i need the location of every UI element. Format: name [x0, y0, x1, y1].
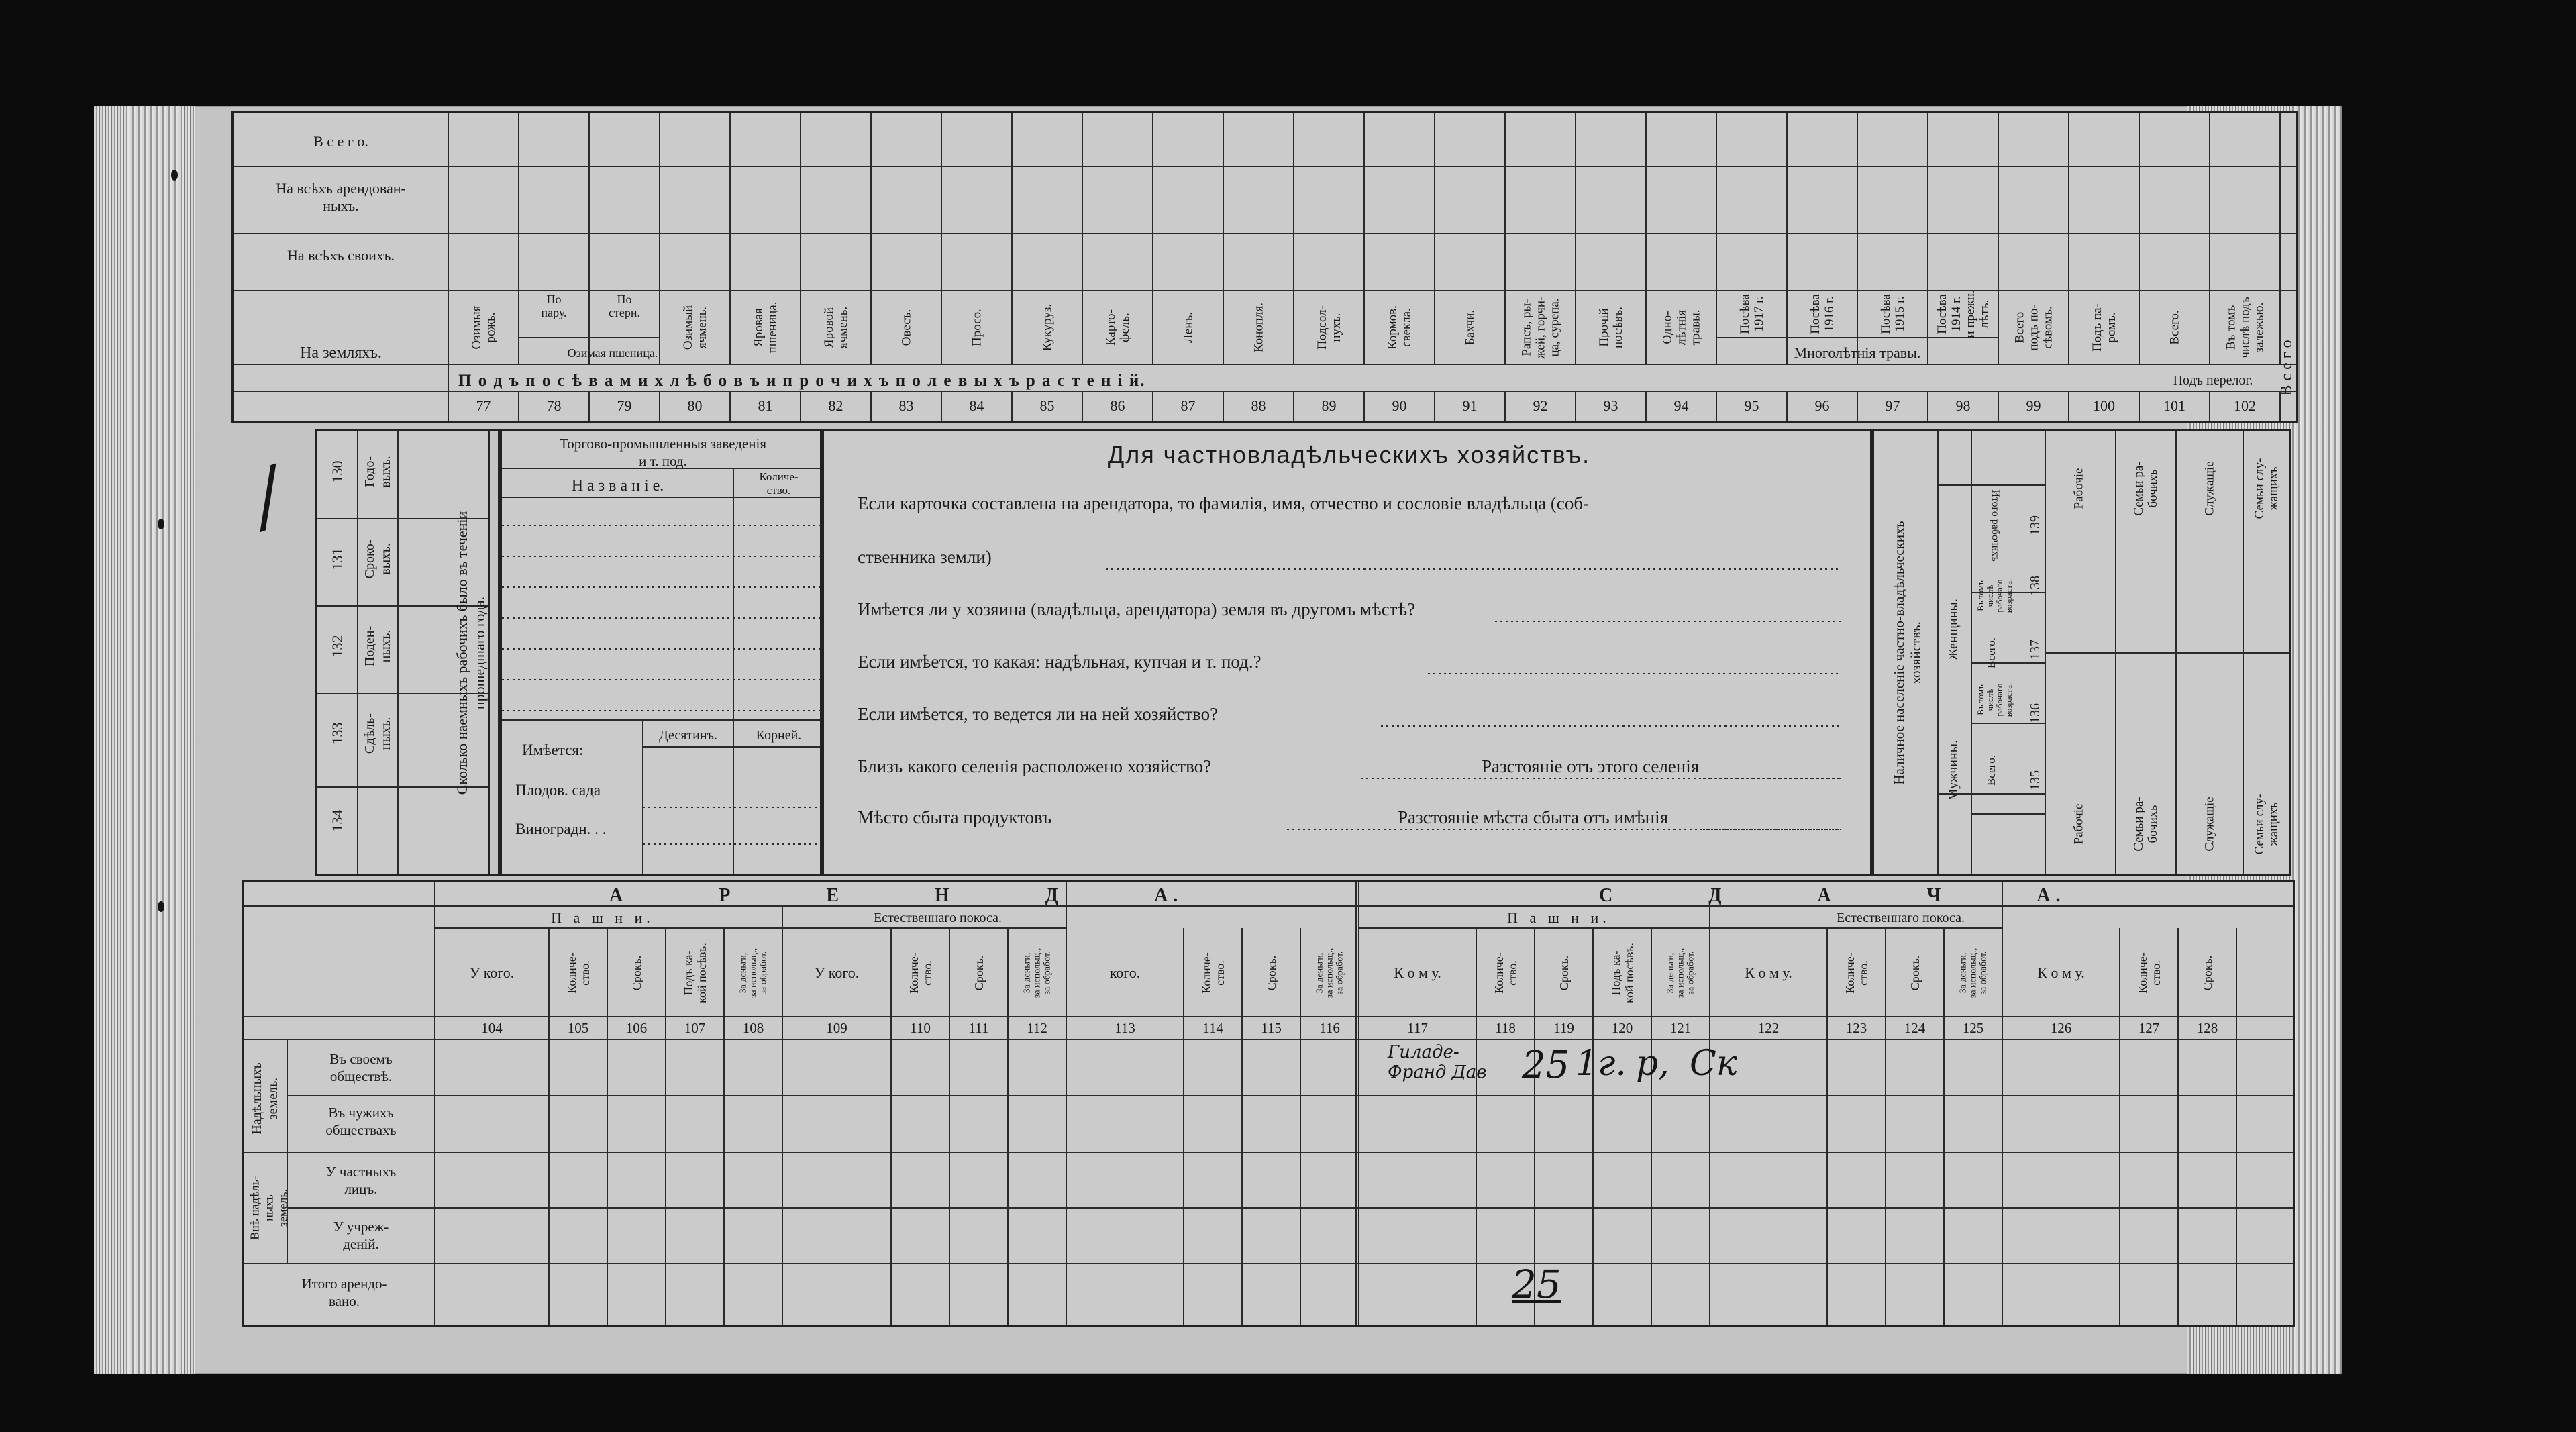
rent-column-number: 106: [625, 1020, 648, 1036]
punch-hole: [158, 901, 164, 912]
rent-column-label: Подъ ка- кой посѣвъ.: [1608, 943, 1636, 1003]
rent-column-label: кого.: [1109, 964, 1141, 981]
crop-column-label: Просо.: [970, 309, 984, 346]
row-private-persons: У частныхъ лицъ.: [325, 1164, 397, 1197]
crop-column-label: Рапсъ, ры- жей, горчи- ца, сурепа.: [1519, 296, 1561, 359]
crop-column-number: 101: [2163, 397, 2185, 414]
perennial-grass-label: Многолѣтнiя травы.: [1794, 344, 1921, 361]
crop-column-label: Бахчи.: [1463, 309, 1477, 346]
total-workers-label: Итого рабочихъ: [1990, 489, 2001, 562]
population-right-label-top: Служащiе: [2202, 461, 2217, 516]
population-right-label-top: Семьи слу- жащихъ: [2253, 458, 2281, 519]
question-farming: Если имѣется, то ведется ли на ней хозяйство?: [858, 704, 1219, 724]
crop-column-label: Овесъ.: [899, 309, 913, 346]
crop-column-label: Одно- лѣтнiя травы.: [1660, 309, 1702, 346]
rent-column-number: 104: [481, 1020, 503, 1036]
rent-column-number: 114: [1202, 1020, 1223, 1036]
handwritten-tick: /: [242, 451, 293, 541]
men-working-label: Въ томъ числѣ рабочаго возраста.: [1975, 682, 2014, 717]
crop-column-number: 93: [1603, 397, 1618, 414]
paper-edge-left: [94, 106, 195, 1374]
sdacha-header: С Д А Ч А.: [1599, 885, 2066, 906]
non-allotment-group: Внѣ надѣль- ныхъ земель.: [248, 1176, 290, 1240]
crop-column-number: 96: [1814, 397, 1830, 414]
workers-column-number: 134: [329, 809, 346, 832]
crop-column-number: 102: [2234, 397, 2256, 414]
workers-column-label: Годо- выхъ.: [362, 456, 393, 488]
rent-column-label: Срокъ.: [2200, 955, 2214, 991]
vineyard-label: Виноградн. . .: [515, 821, 607, 837]
rent-column-number: 123: [1845, 1020, 1867, 1036]
rent-column-label: За деньги, за испольщ., за обработ.: [1958, 948, 1988, 999]
handwritten-term: 1г.: [1576, 1043, 1627, 1084]
crop-column-number: 78: [546, 397, 562, 414]
arenda-pashni: П а ш н и.: [551, 909, 654, 926]
crop-column-number: 99: [2026, 397, 2041, 414]
rent-column-number: 111: [968, 1020, 989, 1036]
crop-column-number: 79: [617, 397, 632, 414]
crop-column-number: 94: [1673, 397, 1689, 414]
rent-column-number: 122: [1757, 1020, 1780, 1036]
crop-column-number: 90: [1392, 397, 1407, 414]
arenda-pokos: Естественнаго покоса.: [874, 911, 1002, 925]
rent-column-label: За деньги, за испольщ., за обработ.: [1315, 948, 1345, 999]
crop-column-label: Всего подъ по- сѣвомъ.: [2012, 304, 2055, 351]
population-right-label-bottom: Семьи ра- бочихъ: [2132, 797, 2160, 852]
crop-column-label: Посѣва 1914 г. и прежн. лѣтъ.: [1935, 290, 1992, 338]
allotment-group: Надѣльныхъ земель.: [250, 1062, 280, 1135]
crop-column-number: 89: [1321, 397, 1337, 414]
crop-column-label: Всего.: [2167, 310, 2181, 345]
rent-and-lease-table: [242, 880, 2295, 1327]
crop-column-label: Яровой ячмень.: [821, 306, 850, 349]
rent-column-number: 118: [1495, 1020, 1516, 1036]
crop-column-label: Кормов. свекла.: [1385, 305, 1414, 350]
population-caption: Наличное населенiе частно-владѣльческихъ хозяйствъ.: [1891, 521, 1924, 785]
rent-column-label: Количе- ство.: [2135, 952, 2163, 994]
men-total-label: Всего.: [1985, 755, 1998, 786]
private-title: Для частновладѣльческихъ хозяйствъ.: [1107, 441, 1591, 468]
men-label: Мужчины.: [1946, 739, 1961, 801]
rent-column-number: 112: [1027, 1020, 1047, 1036]
crop-column-number: 98: [1955, 397, 1971, 414]
rent-column-number: 107: [684, 1020, 706, 1036]
workers-column-label: Сроко- выхъ.: [362, 539, 393, 579]
crop-column-number: 91: [1462, 397, 1478, 414]
rent-column-label: Срокъ.: [1264, 955, 1278, 991]
population-right-label-bottom: Рабочiе: [2071, 803, 2086, 845]
rent-column-number: 116: [1319, 1020, 1340, 1036]
crop-column-label: Посѣва 1915 г.: [1878, 294, 1907, 334]
rent-column-label: За деньги, за испольщ., за обработ.: [738, 948, 768, 999]
crop-column-number: 95: [1744, 397, 1759, 414]
rent-column-label: Срокъ.: [629, 955, 643, 991]
crop-column-label: Ленъ.: [1181, 312, 1195, 343]
row-label-lands: На земляхъ.: [300, 344, 382, 362]
workers-column-number: 131: [329, 548, 346, 570]
crop-column-number: 81: [758, 397, 773, 414]
crop-column-label: Прочiй посѣвъ.: [1596, 307, 1625, 348]
row-institutions: У учреж- денiй.: [333, 1219, 389, 1252]
crop-column-label: По стерн.: [609, 293, 640, 319]
row-label-own: На всѣхъ своихъ.: [287, 247, 395, 264]
population-right-label-top: Семьи ра- бочихъ: [2132, 461, 2160, 516]
crop-column-label: Подсол- нухъ.: [1315, 305, 1343, 350]
question-market: Мѣсто сбыта продуктовъ: [858, 807, 1052, 827]
rent-column-number: 124: [1904, 1020, 1926, 1036]
rent-column-number: 105: [567, 1020, 589, 1036]
rent-column-label: Количе- ство.: [907, 952, 934, 994]
crop-column-number: 92: [1533, 397, 1548, 414]
trade-establishments: [500, 429, 822, 876]
row-other-communities: Въ чужихъ обществахъ: [325, 1105, 397, 1138]
has-label: Имѣется:: [522, 741, 584, 758]
rent-column-label: Срокъ.: [972, 955, 986, 991]
row-total-rented: Итого арендо- вано.: [301, 1276, 387, 1309]
population-column-number: 139: [2028, 515, 2043, 535]
question-land-type: Если имѣется, то какая: надѣльная, купчая и т. под.?: [858, 652, 1261, 672]
rent-column-number: 121: [1669, 1020, 1692, 1036]
rent-column-number: 110: [910, 1020, 931, 1036]
sdacha-pashni: П а ш н и.: [1507, 909, 1610, 926]
row-label-total: В с е г о.: [313, 133, 368, 150]
crop-column-label: Подъ па- ромъ.: [2090, 303, 2118, 352]
orchard-label: Плодов. сада: [515, 782, 601, 799]
winter-wheat-label: Озимая пшеница.: [567, 346, 658, 360]
crop-column-number: 97: [1885, 397, 1900, 414]
crop-column-label: Посѣва 1917 г.: [1737, 294, 1766, 334]
rent-column-label: Срокъ.: [1557, 955, 1571, 991]
rent-column-number: 127: [2138, 1020, 2160, 1036]
crop-column-number: 83: [898, 397, 914, 414]
question-owner: Если карточка составлена на арендатора, то фамилiя, имя, отчество и сословiе владѣльца (соб-: [858, 493, 1590, 513]
crop-column-number: 80: [687, 397, 703, 414]
handwritten-quantity: 25: [1522, 1043, 1570, 1087]
crop-column-label: Яровая пшеница.: [751, 301, 780, 354]
workers-column-label: Поден- ныхъ.: [362, 625, 393, 667]
desyatin-header: Десятинъ.: [659, 728, 717, 743]
question-owner-cont: ственника земли): [858, 547, 992, 567]
workers-column-number: 132: [329, 635, 346, 658]
rent-column-label: Количе- ство.: [1492, 952, 1519, 994]
row-own-community: Въ своемъ обществѣ.: [329, 1051, 393, 1084]
rent-column-label: К о м у.: [2037, 964, 2085, 981]
population-column-number: 136: [2028, 703, 2043, 723]
crop-column-number: 77: [476, 397, 491, 414]
question-market-distance: Разстоянiе мѣста сбыта отъ имѣнiя: [1398, 807, 1669, 827]
crop-column-number: 88: [1251, 397, 1266, 414]
handwritten-total: 25: [1512, 1262, 1561, 1307]
workers-column-label: Сдѣль- ныхъ.: [362, 713, 393, 754]
population-right-label-bottom: Служащiе: [2202, 797, 2217, 852]
question-other-land: Имѣется ли у хозяина (владѣльца, арендатора) земля въ другомъ мѣстѣ?: [858, 599, 1416, 619]
sdacha-pokos: Естественнаго покоса.: [1837, 911, 1965, 925]
crop-column-label: Карто- фель.: [1103, 309, 1132, 346]
crop-area-table: [231, 111, 2298, 423]
handwritten-crop: р,: [1636, 1043, 1669, 1084]
vsego-vertical: В с е г о: [2278, 340, 2296, 396]
crop-column-number: 87: [1180, 397, 1196, 414]
rent-column-number: 119: [1553, 1020, 1574, 1036]
row-label-rented: На всѣхъ арендован- ныхъ.: [276, 180, 406, 214]
rent-column-label: Подъ ка- кой посѣвъ.: [681, 943, 709, 1003]
fallow-label: Подъ перелог.: [2173, 373, 2253, 388]
crop-column-number: 85: [1039, 397, 1055, 414]
question-village-distance: Разстоянiе отъ этого селенiя: [1482, 756, 1700, 776]
crop-column-number: 86: [1110, 397, 1125, 414]
rent-column-label: За деньги, за испольщ., за обработ.: [1022, 948, 1052, 999]
crop-column-label: По пару.: [541, 293, 567, 319]
rent-column-label: Срокъ.: [1908, 955, 1922, 991]
rent-column-label: Количе- ство.: [564, 952, 592, 994]
handwritten-method: Ск: [1690, 1043, 1737, 1084]
population-right-label-top: Рабочiе: [2071, 468, 2086, 509]
crop-column-label: Кукуруз.: [1040, 303, 1054, 352]
trade-grid: [502, 431, 820, 874]
trade-count-header: Количе- ство.: [759, 470, 798, 497]
women-working-label: Въ томъ числѣ рабочаго возраста.: [1975, 578, 2014, 613]
crop-column-label: Въ томъ числѣ подъ залежью.: [2224, 297, 2266, 358]
korney-header: Корней.: [756, 728, 802, 743]
private-farms-questions: [822, 429, 1872, 876]
crop-column-label: Озимыя рожь.: [469, 305, 498, 350]
population-column-number: 135: [2028, 770, 2043, 790]
workers-column-number: 133: [329, 722, 346, 745]
rent-column-number: 109: [826, 1020, 847, 1036]
trade-name-header: Н а з в а н i е.: [571, 477, 664, 495]
rent-column-label: К о м у.: [1394, 964, 1441, 981]
crop-column-label: Посѣва 1916 г.: [1808, 294, 1837, 334]
rent-column-number: 120: [1611, 1020, 1633, 1036]
question-near-village: Близъ какого селенiя расположено хозяйство?: [858, 756, 1212, 776]
punch-hole: [171, 170, 178, 181]
punch-hole: [158, 519, 164, 529]
crop-banner: П о д ъ п о с ѣ в а м и х л ѣ б о в ъ и п р о ч и х ъ п о л е в ы х ъ р а с т е н i й.: [458, 372, 1146, 390]
crop-column-number: 82: [828, 397, 843, 414]
population-column-number: 138: [2028, 576, 2043, 596]
trade-title: Торгово-промышленныя заведенiя и т. под.: [560, 436, 766, 469]
hired-workers-caption: Сколько наемныхъ рабочихъ было въ теченiи прошедшаго года.: [454, 511, 488, 795]
rent-column-number: 117: [1407, 1020, 1428, 1036]
arenda-header: А Р Е Н Д А.: [609, 885, 1184, 906]
rent-column-number: 125: [1962, 1020, 1984, 1036]
rent-column-number: 113: [1115, 1020, 1135, 1036]
rent-column-label: Количе- ство.: [1843, 952, 1870, 994]
rent-column-number: 126: [2050, 1020, 2072, 1036]
rent-column-label: К о м у.: [1745, 964, 1792, 981]
women-total-label: Всего.: [1985, 637, 1998, 668]
rent-column-number: 128: [2196, 1020, 2218, 1036]
workers-column-number: 130: [329, 460, 346, 483]
rent-column-label: Количе- ство.: [1199, 952, 1227, 994]
rent-column-label: У кого.: [814, 964, 860, 981]
rent-column-number: 115: [1261, 1020, 1282, 1036]
hired-workers-caption-box: [443, 429, 500, 876]
women-label: Женщины.: [1946, 599, 1961, 660]
rent-column-label: У кого.: [469, 964, 515, 981]
crop-column-label: Конопля.: [1251, 302, 1266, 353]
crop-column-label: Озимый ячмень.: [680, 305, 709, 350]
crop-column-number: 100: [2093, 397, 2115, 414]
population-table: [1872, 429, 2291, 876]
population-column-number: 137: [2028, 640, 2043, 660]
rent-column-label: За деньги, за испольщ., за обработ.: [1665, 948, 1696, 999]
crop-column-number: 84: [969, 397, 984, 414]
rent-column-number: 108: [742, 1020, 764, 1036]
population-right-label-bottom: Семьи слу- жащихъ: [2253, 793, 2281, 855]
handwritten-lessee: Гиладе- Франд Дав: [1388, 1042, 1487, 1082]
